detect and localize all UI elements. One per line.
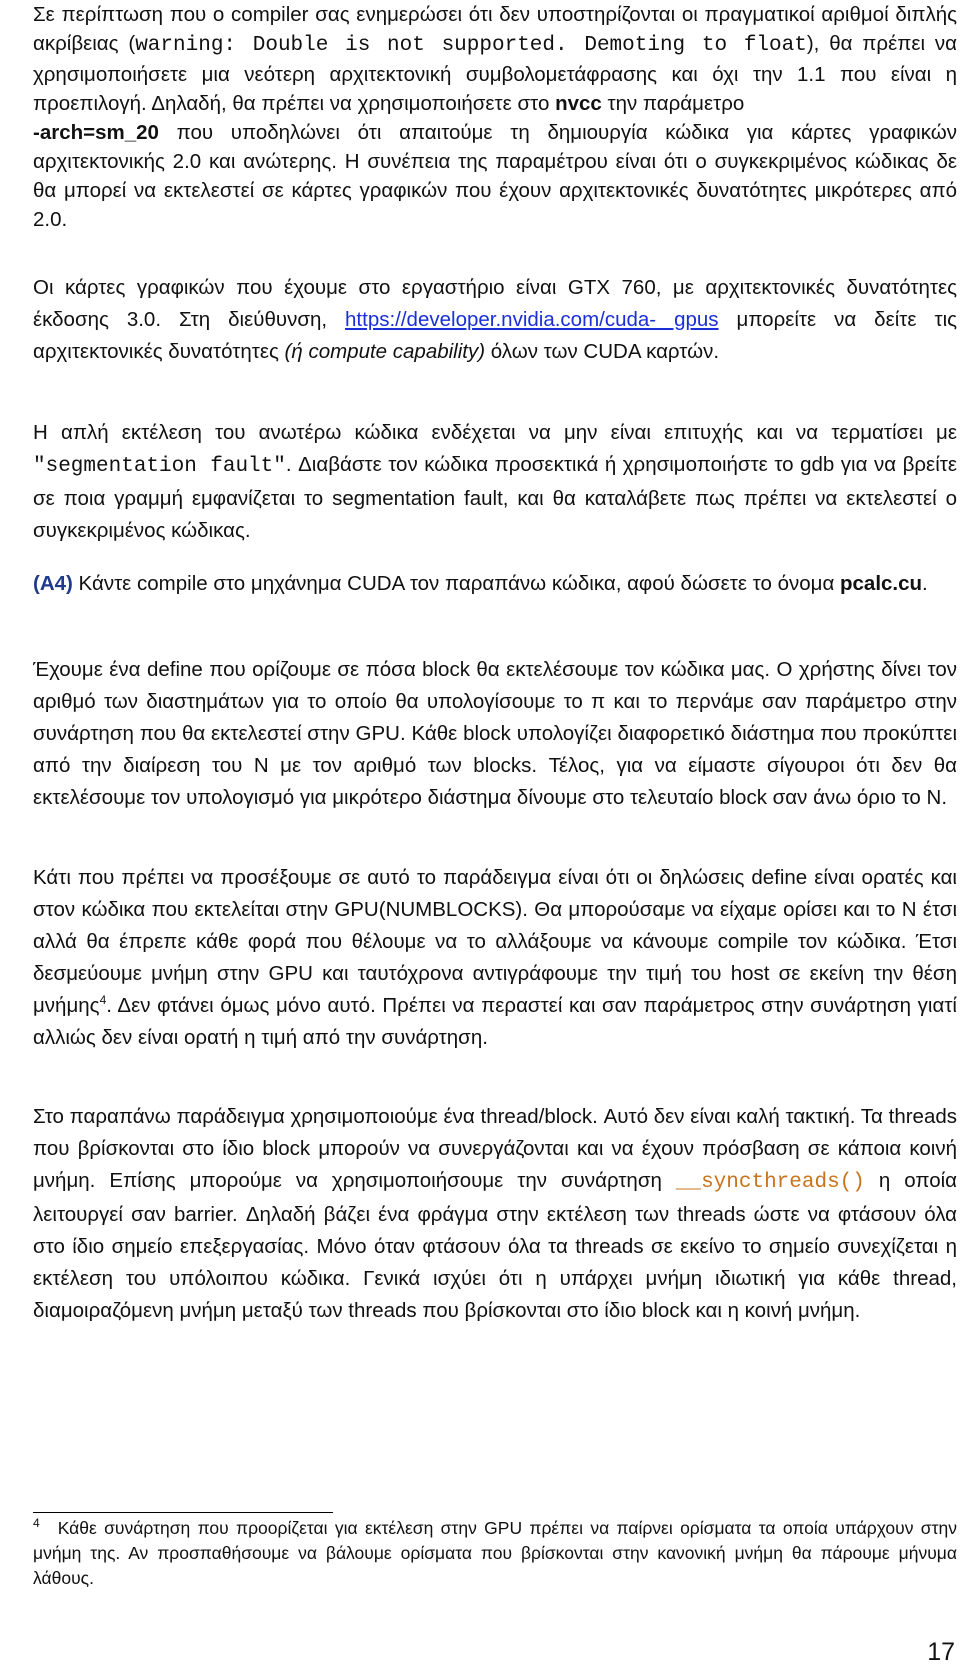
footnote xyxy=(33,1516,957,1591)
paragraph-compiler-warning: Σε περίπτωση που ο compiler σας ενημερώσει ότι δεν υποστηρίζονται οι πραγματικοί αριθμοί διπλής ακρίβειας (warning: Double is not supported. Demoting to float), θα πρέπει να χρησιμοποιήσετε μια νεότερη αρχιτεκτονική συμβολομετάφρασης και όχι την 1.1 που είναι η προεπιλογή. Δηλαδή, θα πρέπει να χρησιμοποιήσετε στο nvcc την παράμετρο -arch=sm_20 που υποδηλώνει ότι απαιτούμε τη δημιουργία κώδικα για κάρτες γραφικών αρχιτεκτονικής 2.0 και ανώτερης. Η συνέπεια της παραμέτρου είναι ότι ο συγκεκριμένος κώδικας δε θα μπορεί να εκτελεστεί σε κάρτες γραφικών που έχουν αρχιτεκτονικές δυνατότητες μικρότερες από 2.0. xyxy=(33,3,957,231)
footnote-number: 4 xyxy=(33,1516,40,1531)
arch-flag: -arch=sm_20 xyxy=(33,121,159,144)
task-label-a4: (A4) xyxy=(33,572,73,595)
paragraph-a4-task: (A4) Κάντε compile στο μηχάνημα CUDA τον παραπάνω κώδικα, αφού δώσετε το όνομα pcalc.cu. xyxy=(33,572,928,595)
segfault-code: "segmentation fault" xyxy=(33,455,286,478)
syncthreads-code: __syncthreads() xyxy=(675,1171,865,1194)
nvcc-term: nvcc xyxy=(555,92,602,115)
footnote-ref: 4 xyxy=(99,993,107,1008)
filename: pcalc.cu xyxy=(840,572,923,595)
paragraph-threads: Στο παραπάνω παράδειγμα χρησιμοποιούμε ένα thread/block. Αυτό δεν είναι καλή τακτική. Τα threads που βρίσκονται στο ίδιο block μπορούν να συνεργάζονται και να έχουν πρόσβαση σε κάποια κοινή μνήμη. Επίσης μπορούμε να χρησιμοποιήσουμε την συνάρτηση __syncthreads() η οποία λειτουργεί σαν barrier. Δηλαδή βάζει ένα φράγμα στην εκτέλεση των threads ώστε να φτάσουν όλα στο ίδιο σημείο επεξεργασίας. Μόνο όταν φτάσουν όλα τα threads σε εκείνο το σημείο συνεχίζεται η εκτέλεση του υπόλοιπου κώδικα. Γενικά ισχύει ότι η υπάρχει μνήμη ιδιωτική για κάθε thread, διαμοιραζόμενη μνήμη μεταξύ των threads που βρίσκονται στο ίδιο block και η κοινή μνήμη. xyxy=(33,1105,957,1322)
warning-code: warning: Double is not supported. Demoting to float xyxy=(135,34,807,57)
compute-capability-note: (ή compute capability) xyxy=(284,340,486,363)
page-number: 17 xyxy=(927,1638,955,1666)
paragraph-define-visibility: Κάτι που πρέπει να προσέξουμε σε αυτό το παράδειγμα είναι ότι οι δηλώσεις define είναι ορατές και στον κώδικα που εκτελείται στην GPU(NUMBLOCKS). Θα μπορούσαμε να είχαμε ορίσει και το N έτσι αλλά θα έπρεπε κάθε φορά που θέλουμε να το αλλάξουμε να κάνουμε compile τον κώδικα. Έτσι δεσμεύουμε μνήμη στην GPU και ταυτόχρονα αντιγράφουμε την τιμή του host σε εκείνη την θέση μνήμης$^4$. Δεν φτάνει όμως μόνο αυτό. Πρέπει να περαστεί και σαν παράμετρος στην συνάρτηση γιατί αλλιώς δεν είναι ορατή η τιμή από την συνάρτηση. xyxy=(33,866,957,1049)
paragraph-define-blocks: Έχουμε ένα define που ορίζουμε σε πόσα block θα εκτελέσουμε τον κώδικα μας. Ο χρήστης δίνει τον αριθμό των διαστημάτων για το οποίο θα υπολογίσουμε το π και το περνάμε σαν παράμετρο στην συνάρτηση που θα εκτελεστεί στην GPU. Κάθε block υπολογίζει διαφορετικό διάστημα που προκύπτει από την διαίρεση του N με τον αριθμό των blocks. Τέλος, για να είμαστε σίγουροι ότι δεν θα εκτελέσουμε τον υπολογισμό για μικρότερο διάστημα δίνουμε στο τελευταίο block σαν άνω όριο το N. xyxy=(33,658,957,809)
paragraph-segfault: Η απλή εκτέλεση του ανωτέρω κώδικα ενδέχεται να μην είναι επιτυχής και να τερματίσει με "segmentation fault". Διαβάστε τον κώδικα προσεκτικά ή χρησιμοποιήστε το gdb για να βρείτε σε ποια γραμμή εμφανίζεται το segmentation fault, και θα καταλάβετε πως πρέπει να εκτελεστεί ο συγκεκριμένος κώδικας. xyxy=(33,421,957,542)
footnote-text: Κάθε συνάρτηση που προορίζεται για εκτέλεση στην GPU πρέπει να παίρνει ορίσματα τα οποία υπάρχουν στην μνήμη της. Αν προσπαθήσουμε να βάλουμε ορίσματα που βρίσκονται στην κανονική μνήμη θα πάρουμε μήνυμα λάθους. xyxy=(33,1518,957,1588)
footnote-divider xyxy=(33,1512,333,1513)
nvidia-gpus-link[interactable]: https://developer.nvidia.com/cuda- gpus xyxy=(345,308,719,331)
paragraph-gpu-cards: Οι κάρτες γραφικών που έχουμε στο εργαστήριο είναι GTX 760, με αρχιτεκτονικές δυνατότητες έκδοσης 3.0. Στη διεύθυνση, https://developer.nvidia.com/cuda- gpus μπορείτε να δείτε τις αρχιτεκτονικές δυνατότητες (ή compute capability) όλων των CUDA καρτών. xyxy=(33,276,958,363)
